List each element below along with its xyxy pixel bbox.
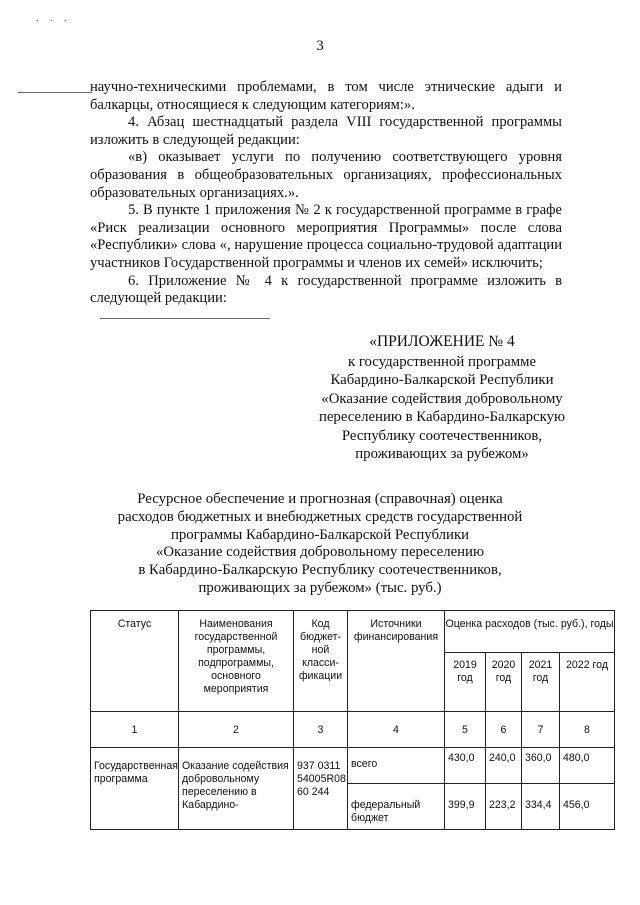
column-number: 7 (522, 712, 560, 748)
header-name: Наименования государственной программы, подпрограммы, основного мероприятия (179, 611, 294, 712)
column-number: 1 (91, 712, 179, 748)
value-cell: 360,0 (522, 748, 560, 784)
row-name: Оказание содействия добровольному переселению в Кабардино- (179, 748, 294, 830)
appendix-line: проживающих за рубежом» (355, 446, 529, 462)
title-line: «Оказание содействия добровольному переселению (155, 544, 485, 561)
title-line: программы Кабардино-Балкарской Республики (170, 526, 470, 543)
title-line: в Кабардино-Балкарскую Республику соотечественников, (138, 562, 502, 579)
header-year: 2021 год (522, 653, 560, 712)
header-source: Источники финансирования (348, 611, 445, 712)
row-code: 937 0311 54005R08 60 244 (294, 748, 348, 830)
header-year: 2020 год (486, 653, 522, 712)
appendix-line: к государственной программе (347, 353, 537, 370)
appendix-title: «ПРИЛОЖЕНИЕ № 4 (369, 333, 515, 350)
paragraph: научно-техническими проблемами, в том числе этнические адыги и балкарцы, относящиеся к следующим категориям:». (90, 79, 562, 113)
column-number: 2 (179, 712, 294, 748)
value-cell: 480,0 (560, 748, 615, 784)
page-number: 3 (316, 38, 324, 54)
paragraph: «в) оказывает услуги по получению соответствующего уровня образования в общеобразовательных организациях, профессиональных образовательных организациях.». (90, 149, 562, 201)
appendix-line: Республику соотечественников, (341, 427, 543, 444)
header-year: 2019 год (445, 653, 486, 712)
column-number: 5 (445, 712, 486, 748)
header-estimate: Оценка расходов (тыс. руб.), годы (445, 611, 615, 653)
header-code: Код бюджет-ной класси-фикации (294, 611, 348, 712)
value-cell: 223,2 (486, 784, 522, 830)
appendix-heading-block (298, 333, 586, 464)
value-cell: 430,0 (445, 748, 486, 784)
column-number: 8 (560, 712, 615, 748)
amendment-text (90, 79, 562, 308)
header-year: 2022 год (560, 653, 615, 712)
source-label: федеральный бюджет (348, 784, 445, 830)
source-label: всего (348, 748, 445, 784)
resource-table (90, 610, 615, 830)
paragraph: 6. Приложение № 4 к государственной программе изложить в следующей редакции: (90, 272, 562, 307)
column-number: 3 (294, 712, 348, 748)
scan-artifact-line (100, 318, 270, 319)
value-cell: 456,0 (560, 784, 615, 830)
resource-table-title (96, 491, 544, 598)
title-line: проживающих за рубежом» (тыс. руб.) (198, 579, 442, 596)
column-number: 4 (348, 712, 445, 748)
appendix-line: переселению в Кабардино-Балкарскую (318, 409, 566, 425)
row-status: Государственная программа (91, 748, 179, 830)
title-line: расходов бюджетных и внебюджетных средств государственной (117, 508, 523, 525)
title-line: Ресурсное обеспечение и прогнозная (справочная) оценка (137, 491, 503, 507)
value-cell: 240,0 (486, 748, 522, 784)
scan-corner-marks: · · · (36, 16, 71, 27)
value-cell: 399,9 (445, 784, 486, 830)
value-cell: 334,4 (522, 784, 560, 830)
paragraph: 5. В пункте 1 приложения № 2 к государственной программе в графе «Риск реализации основного мероприятия Программы» после слова «Республики» слова «, нарушение процесса социально-трудовой адаптации участников Государственной программы и членов их семей» исключить; (90, 202, 562, 271)
column-number: 6 (486, 712, 522, 748)
appendix-line: Кабардино-Балкарской Республики (330, 372, 554, 388)
appendix-line: «Оказание содействия добровольному (321, 390, 563, 407)
scan-artifact-line (18, 92, 92, 93)
header-status: Статус (91, 611, 179, 712)
paragraph: 4. Абзац шестнадцатый раздела VIII государственной программы изложить в следующей редакции: (90, 114, 562, 148)
